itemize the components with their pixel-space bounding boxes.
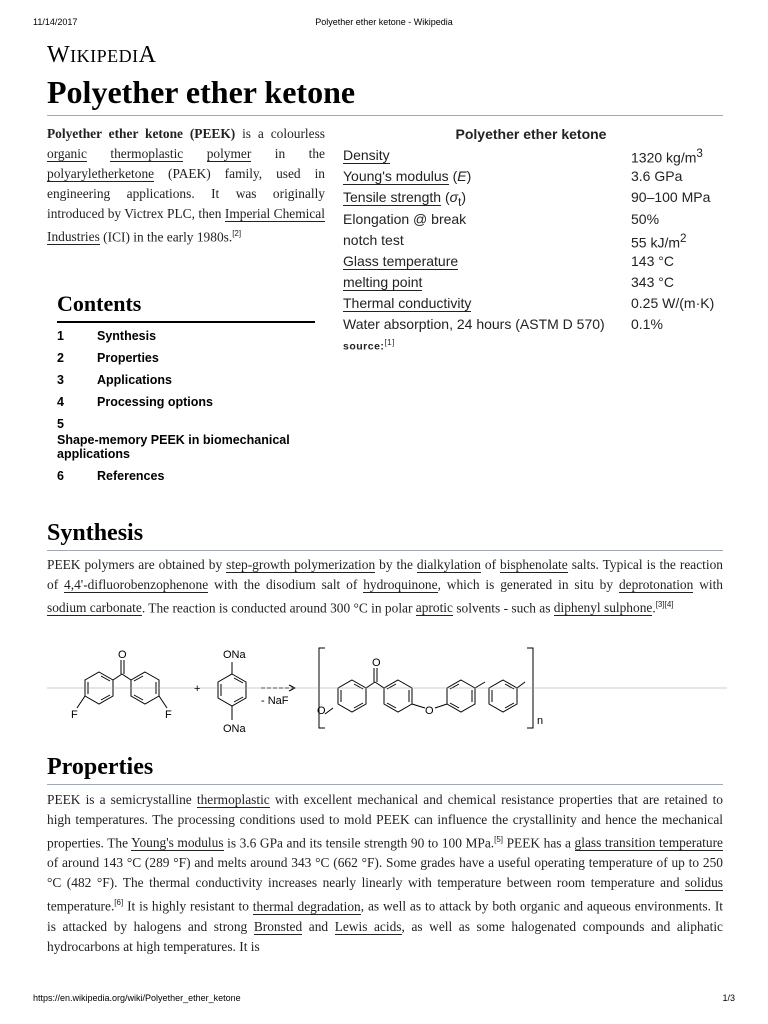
- link-step-growth[interactable]: step-growth polymerization: [226, 557, 376, 572]
- svg-text:O: O: [317, 705, 326, 717]
- link-sodium-carbonate[interactable]: sodium carbonate: [47, 600, 142, 616]
- toc-title: Contents: [57, 291, 315, 323]
- link-ici[interactable]: Imperial Chemical Industries: [47, 206, 325, 245]
- link-bisphenolate[interactable]: bisphenolate: [500, 557, 568, 572]
- link-hydroquinone[interactable]: hydroquinone: [363, 577, 438, 592]
- link-bronsted[interactable]: Bronsted: [253, 918, 303, 934]
- infobox-row: notch test 55 $kJ/m^2$: [343, 231, 687, 251]
- svg-text:O: O: [372, 657, 381, 669]
- link-thermal-degradation[interactable]: thermal degradation: [252, 898, 361, 914]
- infobox-row: melting point 343 °C: [343, 273, 674, 290]
- infobox-key-melting[interactable]: melting point: [343, 273, 423, 290]
- toc-item[interactable]: 6 References: [57, 469, 165, 483]
- link-lewis-acids[interactable]: Lewis acids: [334, 918, 402, 934]
- infobox-row: Water absorption, 24 hours (ASTM D 570) 0.1%: [343, 315, 663, 332]
- svg-text:O: O: [425, 705, 434, 717]
- infobox-row: Density 1320 $kg/m^3$: [343, 147, 703, 166]
- infobox-source: source:[1]: [343, 337, 395, 353]
- print-page-number: 1/3: [722, 993, 735, 1003]
- infobox-row: Young's modulus (E) 3.6 GPa: [343, 168, 683, 184]
- print-footer: [0, 993, 768, 1007]
- svg-text:- NaF: - NaF: [261, 695, 289, 707]
- infobox-key-youngs[interactable]: Young's modulus: [343, 168, 449, 184]
- link-polymer[interactable]: polymer: [206, 146, 252, 161]
- print-url: https://en.wikipedia.org/wiki/Polyether_ether_ketone: [33, 993, 241, 1003]
- heading-synthesis: Synthesis: [47, 520, 723, 551]
- heading-properties: Properties: [47, 754, 723, 785]
- infobox-table: [340, 146, 722, 359]
- citation-link[interactable]: [6]: [114, 898, 124, 908]
- svg-text:ONa: ONa: [223, 649, 246, 661]
- infobox-key-density[interactable]: Density: [343, 147, 390, 163]
- toc-item[interactable]: 1 Synthesis: [57, 329, 157, 343]
- infobox-title: Polyether ether ketone: [455, 126, 607, 142]
- print-title: Polyether ether ketone - Wikipedia: [315, 17, 453, 27]
- link-thermoplastic[interactable]: thermoplastic: [196, 792, 270, 807]
- page-title: Polyether ether ketone: [47, 74, 723, 116]
- infobox-key-tensile[interactable]: Tensile strength: [343, 189, 442, 205]
- svg-text:+: +: [194, 683, 201, 695]
- link-aprotic[interactable]: aprotic: [415, 600, 453, 616]
- print-header: [0, 13, 768, 27]
- infobox-row: Elongation @ break 50%: [343, 210, 660, 227]
- svg-text:F: F: [71, 709, 78, 721]
- link-glass-transition[interactable]: glass transition temperature: [574, 835, 723, 851]
- infobox-row: Glass temperature 143 °C: [343, 252, 674, 269]
- link-dialkylation[interactable]: dialkylation: [416, 557, 481, 572]
- link-deprotonation[interactable]: deprotonation: [618, 577, 694, 592]
- svg-text:O: O: [118, 649, 127, 661]
- infobox-row: Tensile strength $(\sigma_t)$ 90–100 MPa: [343, 189, 711, 209]
- toc-item[interactable]: 4 Processing options: [57, 395, 213, 409]
- toc-item[interactable]: 5 Shape-memory PEEK in biomechanical applications: [57, 417, 290, 461]
- link-youngs-modulus[interactable]: Young's modulus: [131, 835, 224, 851]
- synthesis-paragraph: PEEK polymers are obtained by step-growth polymerization by the dialkylation of bisphenolate salts. Typical is the reaction of 4,4'-difluorobenzophenone with the disodium salt of hydroquinone, which is generated in situ by deprotonation with sodium carbonate. The reaction is conducted around 300 °C in polar aprotic solvents - such as diphenyl sulphone.[3][4]: [47, 557, 723, 616]
- wikipedia-logo[interactable]: WIKIPEDIA: [47, 42, 157, 68]
- link-thermoplastic[interactable]: thermoplastic: [110, 146, 184, 161]
- reaction-scheme-image: [47, 644, 737, 744]
- citation-link[interactable]: [3][4]: [655, 600, 674, 609]
- citation-link[interactable]: [5]: [494, 835, 504, 844]
- infobox-key-glass[interactable]: Glass temperature: [343, 252, 459, 269]
- properties-paragraph: PEEK is a semicrystalline thermoplastic with excellent mechanical and chemical resistance properties that are retained to high temperatures. The processing conditions used to mold PEEK can influence the crystallinity and hence the mechanical properties. The Young's modulus is 3.6 GPa and its tensile strength 90 to 100 MPa.[5] PEEK has a glass transition temperature of around 143 °C (289 °F) and melts around 343 °C (662 °F). Some grades have a useful operating temperature of up to 250 °C (482 °F). The thermal conductivity increases nearly linearly with temperature between room temperature and solidus temperature.[6] It is highly resistant to thermal degradation, as well as to attack by both organic and aqueous environments. It is attacked by halogens and strong Bronsted and Lewis acids, as well as some halogenated compounds and aliphatic hydrocarbons at high temperatures. It is: [47, 792, 724, 954]
- table-of-contents: [57, 291, 315, 491]
- infobox-row: Thermal conductivity 0.25 W/(m·K): [343, 294, 715, 311]
- citation-link[interactable]: [2]: [232, 229, 242, 238]
- svg-text:F: F: [165, 709, 172, 721]
- link-organic[interactable]: organic: [47, 146, 87, 161]
- link-polyaryletherketone[interactable]: polyaryletherketone: [47, 166, 155, 181]
- link-diphenyl-sulphone[interactable]: diphenyl sulphone: [553, 600, 653, 616]
- lead-paragraph: Polyether ether ketone (PEEK) is a colourless organic thermoplastic polymer in the polyaryletherketone (PAEK) family, used in engineering applications. It was originally introduced by Victrex PLC, then Imperial Chemical Industries (ICI) in the early 1980s.[2]: [47, 126, 326, 245]
- infobox: [340, 124, 722, 359]
- print-date: 11/14/2017: [33, 17, 78, 27]
- toc-item[interactable]: 3 Applications: [57, 373, 173, 387]
- infobox-key-thermal[interactable]: Thermal conductivity: [343, 294, 472, 311]
- svg-text:ONa: ONa: [223, 723, 246, 735]
- toc-item[interactable]: 2 Properties: [57, 351, 159, 365]
- link-difluorobenzophenone[interactable]: 4,4'-difluorobenzophenone: [64, 577, 209, 592]
- svg-text:n: n: [537, 715, 544, 727]
- link-solidus[interactable]: solidus: [685, 875, 723, 891]
